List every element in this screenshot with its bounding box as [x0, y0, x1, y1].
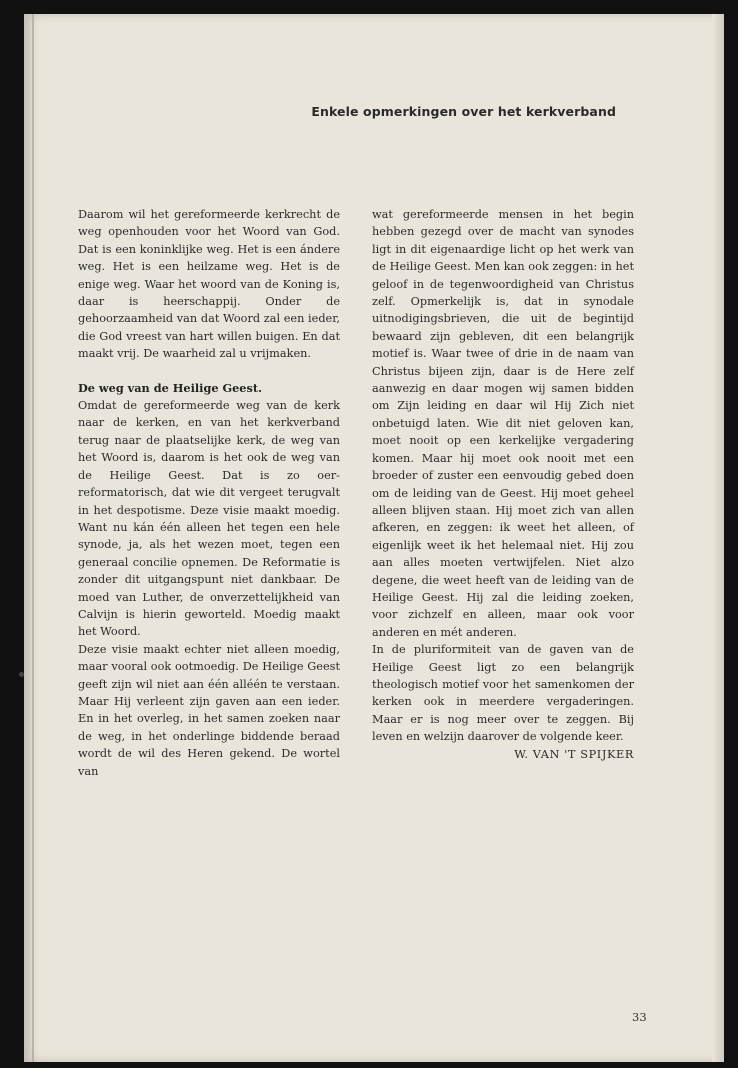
right-paragraph-1: wat gereformeerde mensen in het begin hebben gezegd over de macht van synodes ligt in dit eigenaardige licht op het werk van de Heilige Geest. Men kan ook zeggen: in het geloof in de tegenwoordigheid van Christus zelf. Opmerkelijk is, dat in synodale uitnodigingsbrieven, die uit de begintijd bewaard zijn gebleven, dit een belangrijk motief is. Waar twee of drie in de naam van Christus bijeen zijn, daar is de Here zelf aanwezig en daar mogen wij samen bidden om Zijn leiding en daar wil Hij Zich niet onbetuigd laten. Wie dit niet geloven kan, moet nooit op een kerkelijke vergadering komen. Maar hij moet ook nooit met een broeder of zuster een eenvoudig gebed doen om de leiding van de Geest. Hij moet geheel alleen blijven staan. Hij moet zich van allen afkeren, en zeggen: ik weet het alleen, of eigenlijk weet ik het helemaal niet. Hij zou aan alles moeten vertwijfelen. Niet alzo degene, die weet heeft van de leiding van de Heilige Geest. Hij zal die leiding zoeken, voor zichzelf en alleen, maar ook voor anderen en mét anderen. [372, 208, 634, 639]
left-paragraph-2: Omdat de gereformeerde weg van de kerk naar de kerken, en van het kerkverband terug naar de plaatselijke kerk, de weg van het Woord is, daarom is het ook de weg van de Heilige Geest. Dat is zo oer-reformatorisch, dat wie dit vergeet terugvalt in het despotisme. Deze visie maakt moedig. Want nu kán één alleen het tegen een hele synode, ja, als het wezen moet, tegen een generaal concilie opnemen. De Reformatie is zonder dit uitgangspunt niet dankbaar. De moed van Luther, de onverzettelijkheid van Calvijn is hierin geworteld. Moedig maakt het Woord. [78, 399, 340, 639]
margin-mark [19, 672, 24, 677]
author-signature: W. VAN 'T SPIJKER [514, 747, 634, 761]
running-head: Enkele opmerkingen over het kerkverband [311, 104, 616, 119]
left-paragraph-3: Deze visie maakt echter niet alleen moedig, maar vooral ook ootmoedig. De Heilige Geest geeft zijn wil niet aan één alléén te verstaan. Maar Hij verleent zijn gaven aan een ieder. En in het overleg, in het samen zoeken naar de weg, in het onderlinge biddende beraad wordt de wil des Heren gekend. De wortel van [78, 642, 340, 778]
left-paragraph-1: Daarom wil het gereformeerde kerkrecht de weg openhouden voor het Woord van God. Dat is een koninklijke weg. Het is een ándere weg. Het is een heilzame weg. Het is de enige weg. Waar het woord van de Koning is, daar is heerschappij. Onder de gehoorzaamheid van dat Woord zal een ieder, die God vreest van hart willen buigen. En dat maakt vrij. De waarheid zal u vrijmaken. [78, 208, 340, 361]
right-paragraph-2: In de pluriformiteit van de gaven van de Heilige Geest ligt zo een belangrijk theologisch motief voor het samenkomen der kerken ook in meerdere vergaderingen. Maar er is nog meer over te zeggen. Bij leven en welzijn daarover de volgende keer. [372, 643, 634, 744]
section-heading: De weg van de Heilige Geest. [78, 380, 262, 395]
left-column [78, 206, 340, 780]
right-column [372, 206, 634, 763]
page-binding-edge [32, 14, 34, 1062]
page-number: 33 [632, 1010, 647, 1024]
page-right-curl [712, 14, 724, 1062]
